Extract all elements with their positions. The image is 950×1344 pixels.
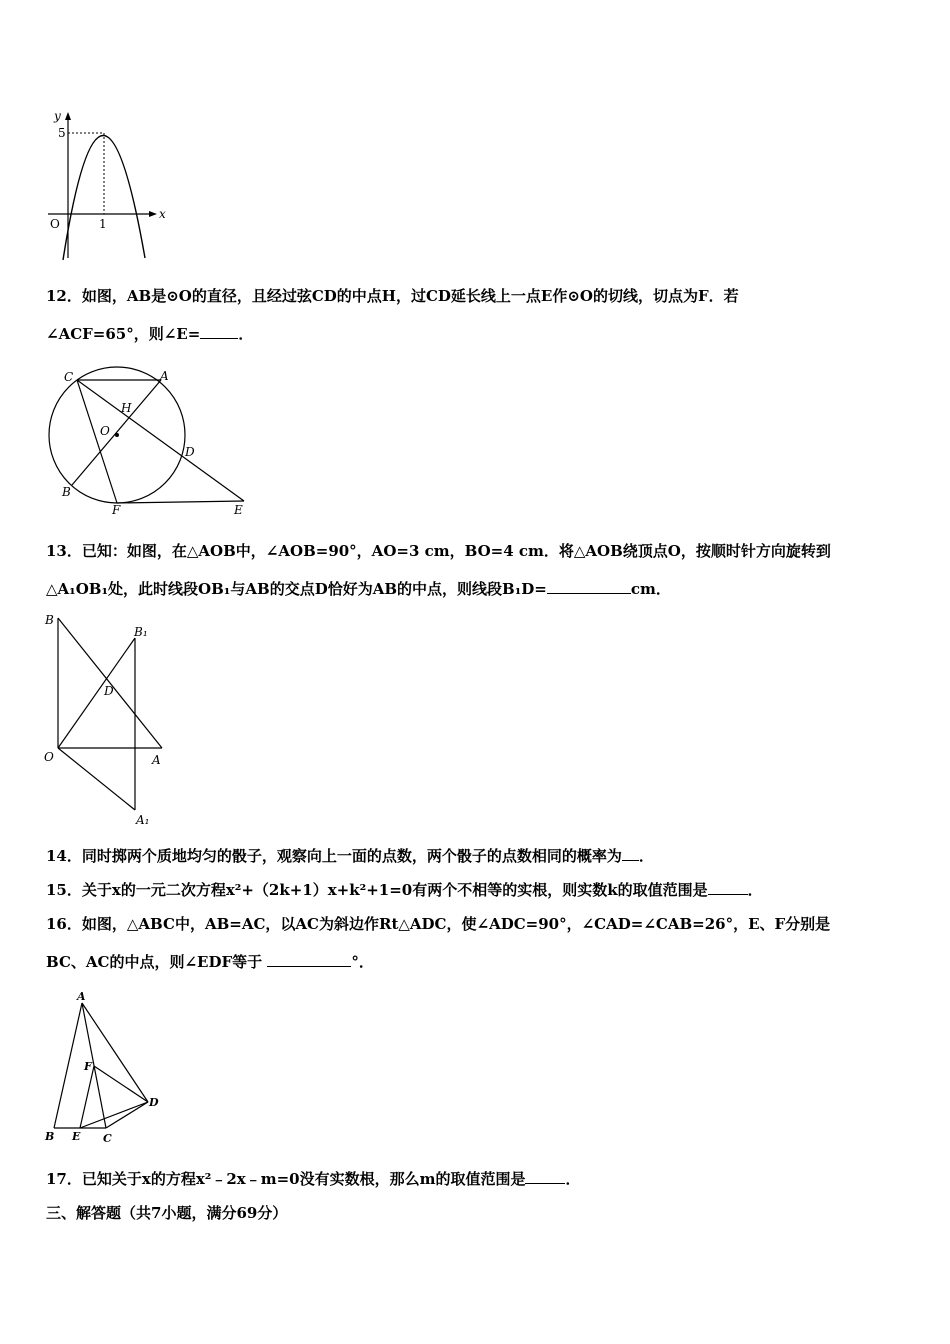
- label-a: A: [152, 753, 161, 767]
- y-axis-arrow: [65, 112, 71, 120]
- label-b1: B₁: [134, 625, 148, 639]
- label-d: D: [149, 1096, 159, 1109]
- line-cf: [77, 380, 117, 503]
- question-16-line-1: 16．如图，△ABC中，AB=AC，以AC为斜边作Rt△ADC，使∠ADC=90°，∠CAD=∠CAB=26°，E、F分别是: [46, 915, 831, 933]
- answer-blank-16[interactable]: [267, 952, 351, 967]
- answer-blank-12[interactable]: [200, 324, 238, 339]
- answer-blank-15[interactable]: [708, 880, 748, 895]
- label-c: C: [64, 370, 74, 384]
- question-13-text: △A₁OB₁处，此时线段OB₁与AB的交点D恰好为AB的中点，则线段B₁D=: [46, 580, 547, 598]
- question-17-end: ．: [565, 1170, 581, 1188]
- center-point: [115, 433, 119, 437]
- label-d: D: [104, 684, 114, 698]
- question-15-end: ．: [747, 881, 763, 899]
- label-a: A: [160, 369, 169, 383]
- x-tick-label: 1: [99, 217, 107, 231]
- label-b: B: [62, 485, 71, 499]
- triangle-figure: [42, 990, 172, 1150]
- question-17-text: 17．已知关于x的方程x²﹣2x﹣m=0没有实数根，那么m的取值范围是: [46, 1170, 526, 1188]
- segment-oa1: [58, 748, 135, 810]
- label-c: C: [103, 1132, 112, 1145]
- rotation-figure: [42, 610, 172, 830]
- question-16-text: BC、AC的中点，则∠EDF等于: [46, 953, 268, 971]
- question-12-end: ．: [238, 325, 254, 343]
- question-15: [46, 880, 763, 900]
- tangent-fe: [117, 501, 244, 503]
- label-a: A: [77, 990, 86, 1003]
- parabola-figure: [44, 108, 174, 263]
- x-axis-arrow: [149, 211, 157, 217]
- segment-ab: [54, 1003, 82, 1128]
- label-o: O: [100, 424, 110, 438]
- segment-ob1: [58, 638, 135, 748]
- segment-ef: [80, 1066, 94, 1128]
- question-16-line-2: [46, 952, 374, 972]
- question-14: [46, 846, 654, 866]
- diameter-ab: [72, 380, 161, 485]
- label-d: D: [185, 445, 195, 459]
- label-o: O: [44, 750, 54, 764]
- x-axis-label: x: [159, 207, 166, 221]
- segment-ed: [80, 1102, 148, 1128]
- section-3-title: 三、解答题（共7小题，满分69分）: [46, 1204, 288, 1222]
- label-b: B: [45, 1130, 55, 1143]
- answer-blank-13[interactable]: [547, 579, 631, 594]
- question-15-text: 15．关于x的一元二次方程x²+（2k+1）x+k²+1=0有两个不相等的实根，则实数k的取值范围是: [46, 881, 708, 899]
- segment-fd: [94, 1066, 148, 1102]
- label-b: B: [45, 613, 54, 627]
- origin-label: O: [50, 217, 60, 231]
- label-e: E: [234, 503, 243, 517]
- answer-blank-14[interactable]: [622, 846, 639, 861]
- label-f: F: [112, 503, 121, 517]
- line-ce: [77, 380, 244, 501]
- question-14-end: ．: [638, 847, 654, 865]
- question-12-line-1: 12．如图，AB是⊙O的直径，且经过弦CD的中点H，过CD延长线上一点E作⊙O的切线，切点为F．若: [46, 287, 739, 305]
- circle-figure: [44, 364, 259, 519]
- question-16-end: °．: [351, 953, 374, 971]
- question-12-text: ∠ACF=65°，则∠E=: [46, 325, 201, 343]
- question-13-line-2: [46, 579, 671, 599]
- label-f: F: [84, 1060, 92, 1073]
- y-tick-label: 5: [58, 126, 66, 140]
- label-h: H: [121, 401, 132, 415]
- y-axis-label: y: [54, 109, 61, 123]
- segment-cd: [106, 1102, 148, 1128]
- question-14-text: 14．同时掷两个质地均匀的骰子，观察向上一面的点数，两个骰子的点数相同的概率为: [46, 847, 622, 865]
- question-13-end: cm．: [630, 580, 671, 598]
- label-e: E: [72, 1130, 81, 1143]
- question-17: [46, 1169, 580, 1189]
- question-13-line-1: 13．已知：如图，在△AOB中，∠AOB=90°，AO=3 cm，BO=4 cm．将△AOB绕顶点O，按顺时针方向旋转到: [46, 542, 831, 560]
- label-a1: A₁: [136, 813, 150, 827]
- question-12-line-2: [46, 324, 253, 344]
- answer-blank-17[interactable]: [525, 1169, 565, 1184]
